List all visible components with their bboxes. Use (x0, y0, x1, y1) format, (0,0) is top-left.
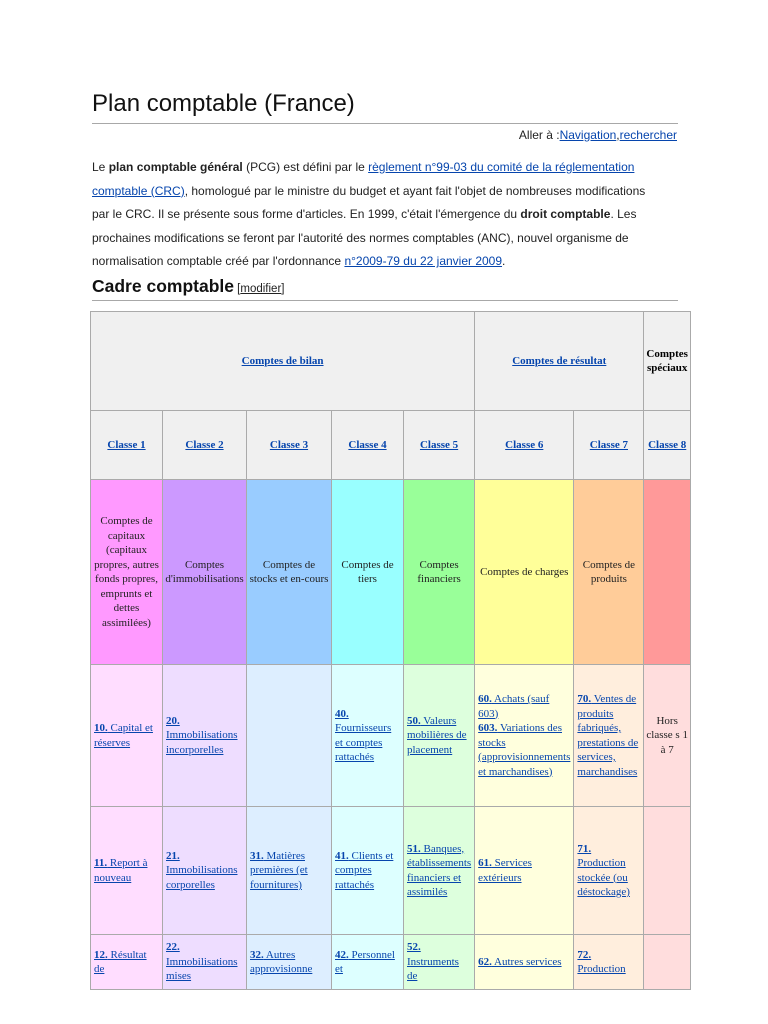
account-cell (404, 665, 475, 807)
account-number: 10. (94, 722, 108, 734)
account-42-link[interactable] (335, 949, 395, 976)
class-header (247, 411, 332, 480)
empty-cell (644, 935, 691, 990)
section-edit-bracket-close: ] (281, 283, 285, 295)
account-11-link[interactable] (94, 857, 147, 884)
account-label: Résultat de (94, 948, 147, 975)
account-cell (475, 807, 574, 935)
section-title: Cadre comptable (92, 276, 234, 296)
account-603-link[interactable] (478, 722, 570, 778)
account-number: 41. (335, 849, 349, 862)
account-cell (163, 935, 247, 990)
account-label: Services extérieurs (478, 857, 532, 884)
account-cell (332, 665, 404, 807)
class-header (404, 411, 475, 480)
empty-cell (644, 807, 691, 935)
class-8-description (644, 480, 691, 665)
ordonnance-link[interactable]: n°2009-79 du 22 janvier 2009 (344, 254, 503, 269)
account-number: 71. (577, 842, 592, 855)
account-label: Matières premières (et fournitures) (250, 849, 308, 891)
account-label: Immobilisations corporelles (166, 864, 238, 891)
account-label: Ventes de produits fabriqués, prestations de services, marchandises (577, 693, 639, 778)
class-header (163, 411, 247, 480)
account-cell (247, 807, 332, 935)
table-row (91, 807, 691, 935)
account-number: 52. (407, 941, 421, 954)
page-title: Plan comptable (France) (92, 90, 678, 124)
classe-6-link[interactable]: Classe 6 (505, 438, 544, 451)
account-number: 32. (250, 948, 264, 961)
account-label: Instruments de (407, 955, 459, 983)
account-number: 51. (407, 842, 421, 855)
class-2-description: Comptes d'immobilisations (163, 480, 247, 665)
account-61-link[interactable] (478, 857, 532, 884)
account-cell (574, 665, 644, 807)
account-10-link[interactable] (94, 722, 153, 749)
account-label: Immobilisations incorporelles (166, 729, 238, 756)
account-22-link[interactable] (166, 941, 238, 982)
account-label: Valeurs mobilières de placement (407, 714, 467, 756)
account-number: 72. (577, 948, 592, 961)
account-number: 70. (577, 693, 592, 705)
table-row (91, 665, 691, 807)
account-cell (574, 935, 644, 990)
account-number: 11. (94, 857, 108, 869)
account-cell (247, 935, 332, 990)
comptes-speciaux-label: Comptes spéciaux (646, 347, 688, 374)
account-20-link[interactable] (166, 715, 238, 756)
account-label: Achats (sauf 603) (478, 693, 550, 720)
class-5-description: Comptes financiers (404, 480, 475, 665)
account-70-link[interactable] (577, 693, 638, 778)
classe-2-link[interactable]: Classe 2 (185, 438, 224, 451)
class-header (574, 411, 644, 480)
account-number: 20. (166, 714, 180, 727)
group-header-bilan (91, 312, 475, 411)
reglement-link[interactable]: règlement n°99-03 du comité de la réglementation comptable (CRC) (92, 160, 635, 198)
class-header (91, 411, 163, 480)
account-cell (91, 665, 163, 807)
intro-text-4: . Les prochaines modifications se feront par l'autorité des normes comptables (ANC), nouvel organisme de normalisation comptable créé par l'ordonnance (92, 207, 637, 269)
class-header (332, 411, 404, 480)
account-41-link[interactable] (335, 850, 393, 891)
classe-8-link[interactable]: Classe 8 (648, 438, 687, 451)
account-number: 603. (478, 722, 498, 734)
account-cell (163, 665, 247, 807)
account-21-link[interactable] (166, 850, 238, 891)
account-32-link[interactable] (250, 949, 312, 976)
comptes-de-resultat-link[interactable]: Comptes de résultat (512, 354, 607, 367)
account-number: 61. (478, 857, 492, 869)
account-label: Capital et réserves (94, 722, 153, 749)
account-40-link[interactable] (335, 708, 391, 764)
class-6-description: Comptes de charges (475, 480, 574, 665)
account-label: Report à nouveau (94, 857, 148, 884)
account-50-link[interactable] (407, 715, 467, 756)
classe-1-link[interactable]: Classe 1 (107, 438, 146, 451)
intro-text-2: (PCG) est défini par le (242, 160, 369, 174)
account-label: Personnel et (335, 948, 395, 975)
table-description-row (91, 480, 691, 665)
class-header (644, 411, 691, 480)
account-number: 40. (335, 707, 349, 720)
account-71-link[interactable] (577, 843, 630, 899)
classe-7-link[interactable]: Classe 7 (589, 438, 628, 451)
class-4-description: Comptes de tiers (332, 480, 404, 665)
section-edit-bracket-open: [ (233, 283, 241, 295)
table-row (91, 935, 691, 990)
classe-3-link[interactable]: Classe 3 (269, 438, 309, 451)
intro-bold-droit: droit comptable (520, 207, 611, 222)
account-31-link[interactable] (250, 850, 308, 891)
account-cell (404, 935, 475, 990)
jump-to-label: Aller à : (518, 128, 560, 142)
account-label: Autres approvisionne (250, 948, 313, 975)
account-52-link[interactable] (407, 941, 459, 982)
account-number: 50. (407, 714, 421, 727)
account-51-link[interactable] (407, 843, 471, 899)
group-header-speciaux (644, 312, 691, 411)
account-12-link[interactable] (94, 949, 147, 976)
section-edit-link[interactable]: modifier (240, 283, 282, 295)
account-label: Banques, établissements financiers et assimilés (407, 842, 472, 898)
account-cell (163, 807, 247, 935)
account-label: Immobilisations mises (166, 955, 238, 983)
account-cell (475, 665, 574, 807)
table-class-header-row (91, 411, 691, 480)
empty-cell (247, 665, 332, 807)
comptes-de-bilan-link[interactable]: Comptes de bilan (241, 354, 324, 367)
account-cell (332, 807, 404, 935)
account-60-link[interactable] (478, 693, 549, 720)
account-label: Production (577, 963, 626, 975)
account-label: Autres services (491, 955, 562, 968)
account-number: 62. (478, 955, 492, 968)
account-number: 42. (335, 948, 349, 961)
account-label: Production stockée (ou déstockage) (577, 857, 630, 898)
class-header (475, 411, 574, 480)
class-3-description: Comptes de stocks et en-cours (247, 480, 332, 665)
navigation-link[interactable]: Navigation (559, 128, 617, 142)
class-1-description: Comptes de capitaux (capitaux propres, autres fonds propres, emprunts et dettes assimilées) (91, 480, 163, 665)
account-label: Clients et comptes rattachés (335, 849, 394, 891)
account-label: Fournisseurs et comptes rattachés (335, 722, 392, 763)
account-72-link[interactable] (577, 949, 625, 976)
classe-4-link[interactable]: Classe 4 (348, 438, 387, 451)
account-label: Variations des stocks (approvisionnements et marchandises) (478, 722, 571, 778)
table-group-header-row (91, 312, 691, 411)
jump-to-separator: , (616, 128, 620, 142)
account-cell (574, 807, 644, 935)
account-cell (332, 935, 404, 990)
group-header-resultat (475, 312, 644, 411)
classe-5-link[interactable]: Classe 5 (419, 438, 459, 451)
intro-bold-pcg: plan comptable général (108, 160, 243, 174)
account-cell (475, 935, 574, 990)
intro-text-5: . (502, 254, 506, 269)
section-heading (92, 276, 678, 301)
search-link[interactable]: rechercher (619, 128, 677, 142)
account-number: 22. (166, 941, 180, 954)
account-number: 12. (94, 948, 108, 961)
account-cell (404, 807, 475, 935)
accounting-framework-table (90, 311, 691, 990)
account-cell (91, 807, 163, 935)
jump-to-nav (519, 128, 677, 142)
account-62-link[interactable] (478, 956, 561, 968)
account-number: 31. (250, 849, 264, 862)
intro-text-1: Le (92, 160, 109, 174)
account-number: 60. (478, 693, 492, 705)
class-7-description: Comptes de produits (574, 480, 644, 665)
intro-paragraph (92, 156, 664, 274)
hors-classe-cell: Hors classe s 1 à 7 (644, 665, 691, 807)
account-cell (91, 935, 163, 990)
account-number: 21. (166, 849, 180, 862)
intro-text-3: , homologué par le ministre du budget et ayant fait l'objet de nombreuses modifications par le CRC. Il se présente sous forme d'articles. En 1999, c'était l'émergence du (92, 183, 646, 222)
